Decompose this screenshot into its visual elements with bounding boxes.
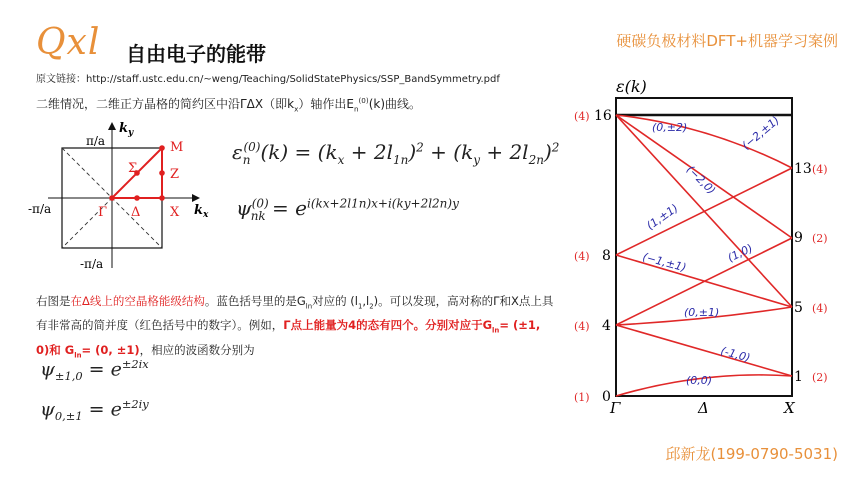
band-structure-diagram xyxy=(568,70,838,416)
xtick-x: X xyxy=(784,399,795,416)
curve-m20 xyxy=(616,115,792,307)
curve-m10 xyxy=(616,325,792,376)
energy-equation: $\varepsilon_n^{(0)}(k) = (k_x + 2l_{1n})^2 + (k_y + 2l_{2n})^2$ xyxy=(232,140,560,167)
wavefunction-equation: $\psi^{(0)}_{nk} = e^{i(kx+2l1n)x+i(ky+2l2n)y}$ xyxy=(236,196,459,223)
label-m1pm1: (−1,±1) xyxy=(641,250,688,275)
intro-sub-x: x xyxy=(294,104,299,114)
level-0: 0 xyxy=(602,389,611,405)
m-point xyxy=(159,145,165,151)
intro-c: (k)曲线。 xyxy=(368,97,422,111)
pi-a-bottom: -π/a xyxy=(80,257,104,271)
level-16: 16 xyxy=(594,108,612,124)
m-label: M xyxy=(170,140,184,155)
gamma-label: Γ xyxy=(98,205,108,220)
level-13: 13 xyxy=(794,161,812,177)
brand-logo: Qxl xyxy=(36,22,101,63)
footer-contact: 邱新龙(199-0790-5031) xyxy=(665,445,838,463)
page-title: 自由电子的能带 xyxy=(126,42,266,66)
delta-label: Δ xyxy=(131,205,141,220)
deg-4: (4) xyxy=(574,320,590,333)
delta-point xyxy=(134,195,140,201)
psi-x-equation: $\psi_{\pm 1,0} = e^{\pm 2ix}$ xyxy=(40,357,149,384)
xtick-gamma: Γ xyxy=(610,399,621,416)
label-0pm1: (0,±1) xyxy=(684,306,720,319)
intro-text xyxy=(36,95,421,113)
band-ylabel: ε(k) xyxy=(616,77,647,96)
x-point xyxy=(159,195,165,201)
deg-1: (2) xyxy=(812,371,828,384)
label-m10: (-1,0) xyxy=(719,344,752,365)
pi-a-left: -π/a xyxy=(28,202,52,216)
label-10: (1,0) xyxy=(725,241,755,265)
source-url[interactable]: http://staff.ustc.edu.cn/~weng/Teaching/SolidStatePhysics/SSP_BandSymmetry.pdf xyxy=(86,74,500,85)
sigma-label: Σ xyxy=(128,161,138,176)
level-8: 8 xyxy=(602,248,611,264)
x-label: X xyxy=(170,205,180,220)
deg-16: (4) xyxy=(574,110,590,123)
intro-sup-0: (0) xyxy=(358,96,369,105)
intro-sub-n: n xyxy=(353,104,359,114)
source-line xyxy=(36,70,500,85)
label-m20: (−2,0) xyxy=(683,162,719,198)
brillouin-zone-diagram xyxy=(28,118,228,278)
intro-a: 二维情况，二维正方晶格的简约区中沿ΓΔX（即k xyxy=(36,97,295,111)
label-m2pm1: (−2,±1) xyxy=(739,113,783,153)
deg-0: (1) xyxy=(574,391,590,404)
ky-arrow xyxy=(108,122,116,130)
level-4: 4 xyxy=(602,318,611,334)
label-00: (0,0) xyxy=(686,374,713,387)
level-1: 1 xyxy=(794,369,803,385)
psi-y-equation: $\psi_{0,\pm 1} = e^{\pm 2iy}$ xyxy=(40,397,149,424)
level-9: 9 xyxy=(794,230,803,246)
label-1pm1: (1,±1) xyxy=(644,201,681,233)
kx-label: $k_x$ xyxy=(194,203,209,220)
description-paragraph: 右图是在Δ线上的空晶格能级结构。蓝色括号里的是$G_{ln}$对应的 $(l_1,l_2)$。可以发现，高对称的Γ和X点上具有非常高的简并度（红色括号中的数字）。例如，Γ点上能量为4的态有四个。分别对应于$G_{ln}= (\pm 1$, 0)和 $G_{ln}= (0$, ±1)，相应的波函数分别为 xyxy=(36,294,554,359)
course-title: 硬碳负极材料DFT+机器学习案例 xyxy=(616,32,838,50)
kx-arrow xyxy=(192,194,200,202)
intro-b: ）轴作出E xyxy=(298,97,354,111)
ky-label: $k_y$ xyxy=(119,121,134,138)
deg-5: (4) xyxy=(812,302,828,315)
level-5: 5 xyxy=(794,300,803,316)
gamma-point xyxy=(109,195,115,201)
deg-9: (2) xyxy=(812,232,828,245)
deg-8: (4) xyxy=(574,250,590,263)
label-0pm2: (0,±2) xyxy=(652,121,688,134)
source-label: 原文链接： xyxy=(36,74,86,85)
xtick-delta: Δ xyxy=(698,399,709,416)
deg-13: (4) xyxy=(812,163,828,176)
z-point xyxy=(159,170,165,176)
z-label: Z xyxy=(170,167,180,182)
pi-a-top: π/a xyxy=(86,134,106,148)
